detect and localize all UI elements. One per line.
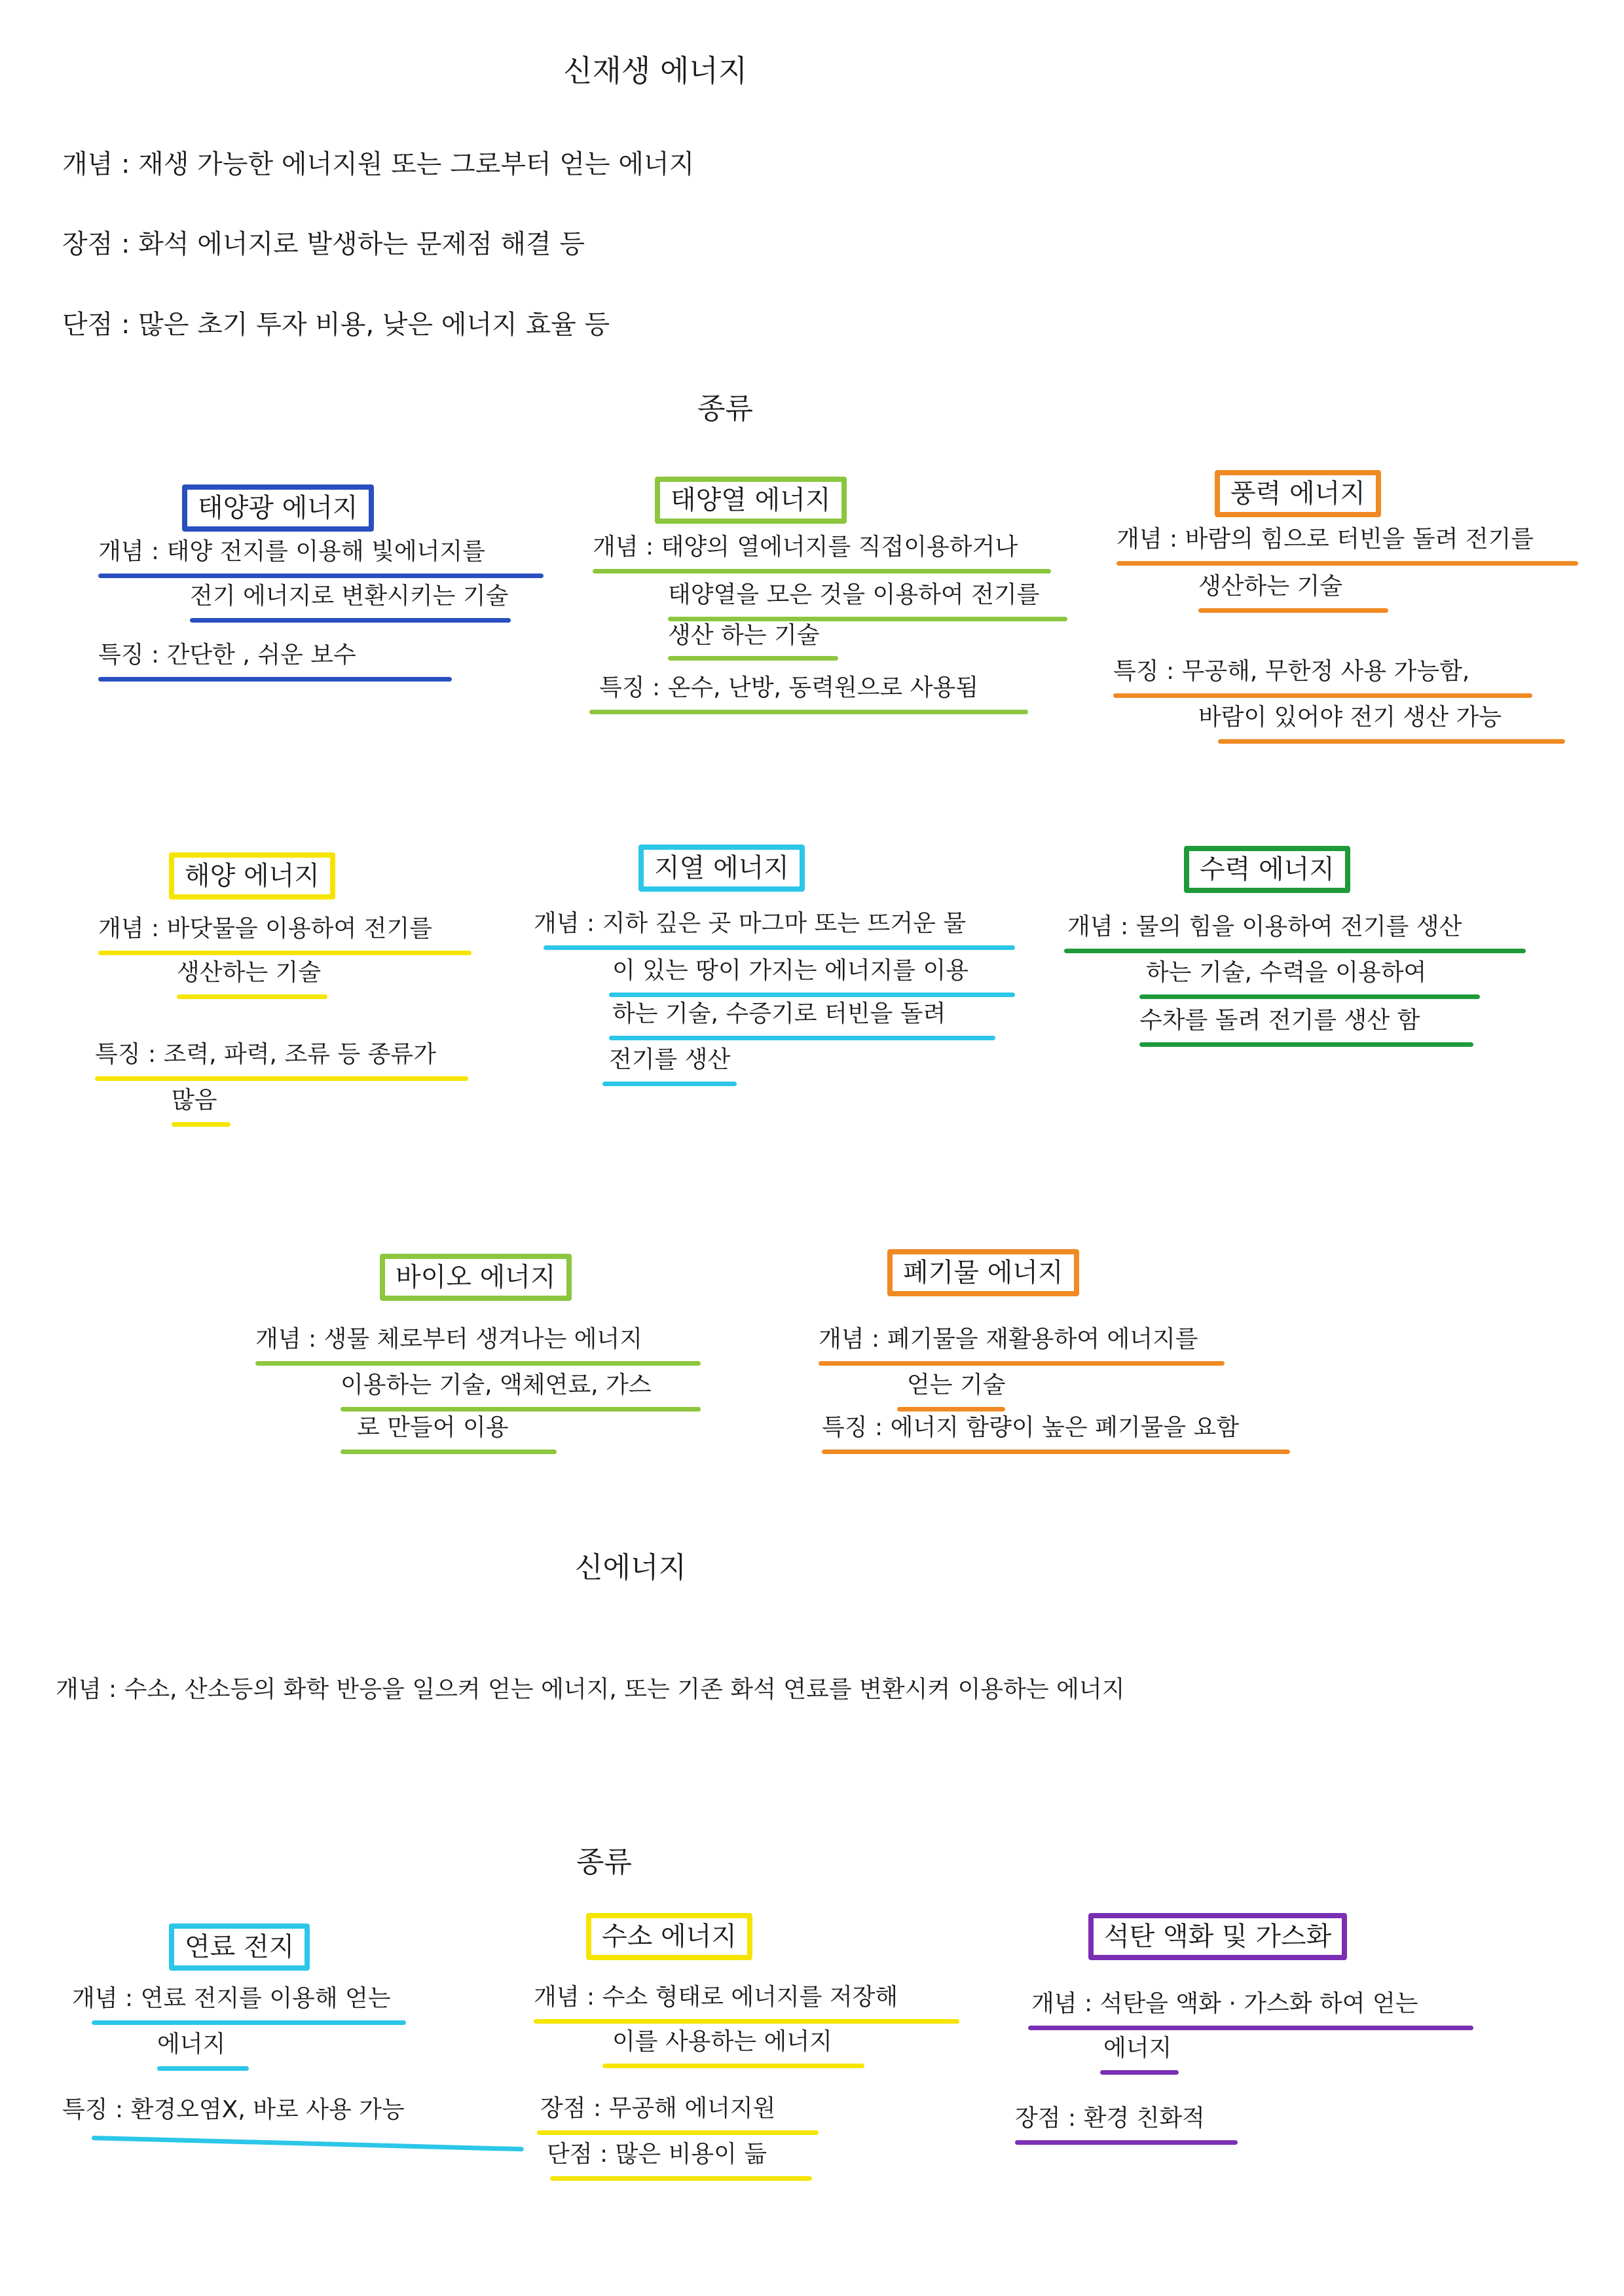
- geothermal-underline-4: [602, 1082, 737, 1086]
- solar-pv-underline-2: [190, 618, 511, 623]
- geothermal-underline-3: [609, 1036, 995, 1040]
- ocean-title: 해양 에너지: [185, 861, 320, 891]
- hydro-title-box: [1184, 846, 1350, 893]
- geothermal-title-box: [638, 845, 805, 892]
- coal-title-box: [1088, 1913, 1347, 1960]
- wind-line-1: 개념 : 바람의 힘으로 터빈을 돌려 전기를: [1116, 526, 1534, 553]
- bio-title: 바이오 에너지: [396, 1262, 556, 1292]
- hydro-underline-2: [1139, 994, 1480, 999]
- wind-line-4: 바람이 있어야 전기 생산 가능: [1198, 704, 1502, 731]
- bio-underline-2: [341, 1407, 701, 1412]
- wind-underline-4: [1218, 739, 1565, 744]
- solar-pv-line-3: 특징 : 간단한 , 쉬운 보수: [98, 642, 356, 668]
- fuel-cell-underline-3: [92, 2136, 524, 2151]
- coal-underline-2: [1100, 2070, 1179, 2075]
- solar-thermal-underline-4: [589, 710, 1028, 714]
- coal-line-3: 장점 : 환경 친화적: [1015, 2105, 1205, 2132]
- solar-pv-line-1: 개념 : 태양 전지를 이용해 빛에너지를: [98, 538, 485, 565]
- hydro-line-3: 수차를 돌려 전기를 생산 함: [1139, 1007, 1420, 1034]
- solar-thermal-underline-3: [668, 656, 838, 661]
- intro-advantage: 장점 : 화석 에너지로 발생하는 문제점 해결 등: [62, 229, 585, 259]
- fuel-cell-line-3: 특징 : 환경오염X, 바로 사용 가능: [62, 2096, 405, 2123]
- solar-thermal-line-2: 태양열을 모은 것을 이용하여 전기를: [668, 581, 1040, 608]
- waste-title: 폐기물 에너지: [903, 1258, 1063, 1288]
- waste-line-3: 특징 : 에너지 함량이 높은 폐기물을 요함: [822, 1414, 1240, 1441]
- fuel-cell-title: 연료 전지: [185, 1932, 295, 1962]
- solar-thermal-line-4: 특징 : 온수, 난방, 동력원으로 사용됨: [599, 674, 979, 701]
- new-energy-concept: 개념 : 수소, 산소등의 화학 반응을 일으켜 얻는 에너지, 또는 기존 화석 연료를 변환시켜 이용하는 에너지: [56, 1676, 1125, 1703]
- geothermal-underline-2: [609, 993, 1015, 997]
- ocean-line-3: 특징 : 조력, 파력, 조류 등 종류가: [95, 1041, 436, 1068]
- fuel-cell-underline-1: [92, 2020, 406, 2025]
- intro-concept: 개념 : 재생 가능한 에너지원 또는 그로부터 얻는 에너지: [62, 149, 695, 179]
- ocean-line-2: 생산하는 기술: [177, 959, 322, 986]
- solar-thermal-underline-2: [668, 617, 1067, 621]
- page-title: 신재생 에너지: [563, 53, 748, 88]
- ocean-title-box: [169, 852, 335, 900]
- geothermal-line-2: 이 있는 땅이 가지는 에너지를 이용: [612, 957, 969, 984]
- coal-line-2: 에너지: [1103, 2035, 1172, 2062]
- geothermal-line-1: 개념 : 지하 깊은 곳 마그마 또는 뜨거운 물: [534, 910, 967, 937]
- hydrogen-underline-4: [550, 2176, 812, 2181]
- hydrogen-underline-2: [602, 2064, 864, 2068]
- wind-underline-1: [1116, 561, 1578, 566]
- ocean-underline-2: [177, 994, 327, 999]
- hydrogen-title: 수소 에너지: [602, 1922, 737, 1952]
- hydro-line-1: 개념 : 물의 힘을 이용하여 전기를 생산: [1067, 913, 1462, 940]
- hydrogen-line-1: 개념 : 수소 형태로 에너지를 저장해: [534, 1984, 898, 2011]
- waste-underline-2: [897, 1407, 1005, 1412]
- waste-underline-3: [822, 1449, 1290, 1454]
- waste-line-1: 개념 : 폐기물을 재활용하여 에너지를: [819, 1326, 1198, 1353]
- hydrogen-underline-1: [534, 2019, 959, 2024]
- solar-pv-title: 태양광 에너지: [198, 493, 358, 523]
- coal-line-1: 개념 : 석탄을 액화 · 가스화 하여 얻는: [1031, 1990, 1418, 2017]
- solar-pv-underline-3: [98, 677, 452, 682]
- bio-underline-1: [255, 1361, 701, 1366]
- ocean-line-1: 개념 : 바닷물을 이용하여 전기를: [98, 915, 432, 942]
- new-energy-types-heading: 종류: [576, 1846, 633, 1879]
- waste-line-2: 얻는 기술: [907, 1372, 1006, 1398]
- hydro-underline-1: [1064, 949, 1526, 953]
- ocean-underline-1: [98, 951, 471, 955]
- waste-underline-1: [819, 1361, 1225, 1366]
- renewable-types-heading: 종류: [697, 392, 754, 426]
- solar-pv-title-box: [182, 484, 374, 532]
- bio-underline-3: [341, 1449, 557, 1454]
- hydrogen-line-4: 단점 : 많은 비용이 듦: [547, 2141, 767, 2168]
- fuel-cell-title-box: [169, 1923, 310, 1971]
- solar-pv-underline-1: [98, 574, 544, 578]
- new-energy-heading: 신에너지: [575, 1551, 687, 1584]
- solar-thermal-line-3: 생산 하는 기술: [668, 622, 820, 649]
- waste-title-box: [887, 1249, 1079, 1296]
- intro-disadvantage: 단점 : 많은 초기 투자 비용, 낮은 에너지 효율 등: [62, 310, 610, 340]
- geothermal-underline-1: [544, 945, 1015, 950]
- ocean-underline-4: [172, 1122, 231, 1127]
- solar-pv-line-2: 전기 에너지로 변환시키는 기술: [190, 583, 509, 610]
- hydro-underline-3: [1139, 1042, 1473, 1047]
- geothermal-line-4: 전기를 생산: [609, 1046, 731, 1073]
- bio-line-3: 로 만들어 이용: [357, 1414, 509, 1441]
- fuel-cell-line-1: 개념 : 연료 전지를 이용해 얻는: [72, 1985, 391, 2012]
- coal-underline-3: [1015, 2140, 1238, 2145]
- hydro-line-2: 하는 기술, 수력을 이용하여: [1146, 959, 1427, 986]
- bio-title-box: [380, 1254, 572, 1301]
- hydrogen-underline-3: [537, 2130, 819, 2135]
- ocean-underline-3: [95, 1076, 468, 1081]
- wind-underline-2: [1198, 608, 1388, 613]
- ocean-line-4: 많음: [172, 1087, 217, 1114]
- wind-title: 풍력 에너지: [1230, 479, 1365, 509]
- fuel-cell-line-2: 에너지: [157, 2031, 226, 2058]
- wind-underline-3: [1113, 693, 1532, 698]
- solar-thermal-line-1: 개념 : 태양의 열에너지를 직접이용하거나: [593, 534, 1018, 560]
- solar-thermal-underline-1: [593, 569, 1051, 574]
- bio-line-2: 이용하는 기술, 액체연료, 가스: [341, 1372, 652, 1398]
- bio-line-1: 개념 : 생물 체로부터 생겨나는 에너지: [255, 1326, 642, 1353]
- geothermal-line-3: 하는 기술, 수증기로 터빈을 돌려: [612, 1000, 946, 1027]
- wind-line-3: 특징 : 무공해, 무한정 사용 가능함,: [1113, 658, 1470, 685]
- coal-underline-1: [1028, 2026, 1473, 2030]
- hydro-title: 수력 에너지: [1200, 854, 1335, 884]
- wind-title-box: [1215, 470, 1381, 517]
- hydrogen-line-3: 장점 : 무공해 에너지원: [540, 2095, 776, 2122]
- hydrogen-title-box: [586, 1913, 752, 1960]
- geothermal-title: 지열 에너지: [654, 853, 789, 883]
- coal-title: 석탄 액화 및 가스화: [1104, 1922, 1332, 1952]
- solar-thermal-title: 태양열 에너지: [671, 485, 831, 515]
- solar-thermal-title-box: [655, 477, 847, 524]
- wind-line-2: 생산하는 기술: [1198, 573, 1343, 600]
- fuel-cell-underline-2: [157, 2066, 249, 2071]
- hydrogen-line-2: 이를 사용하는 에너지: [612, 2028, 832, 2055]
